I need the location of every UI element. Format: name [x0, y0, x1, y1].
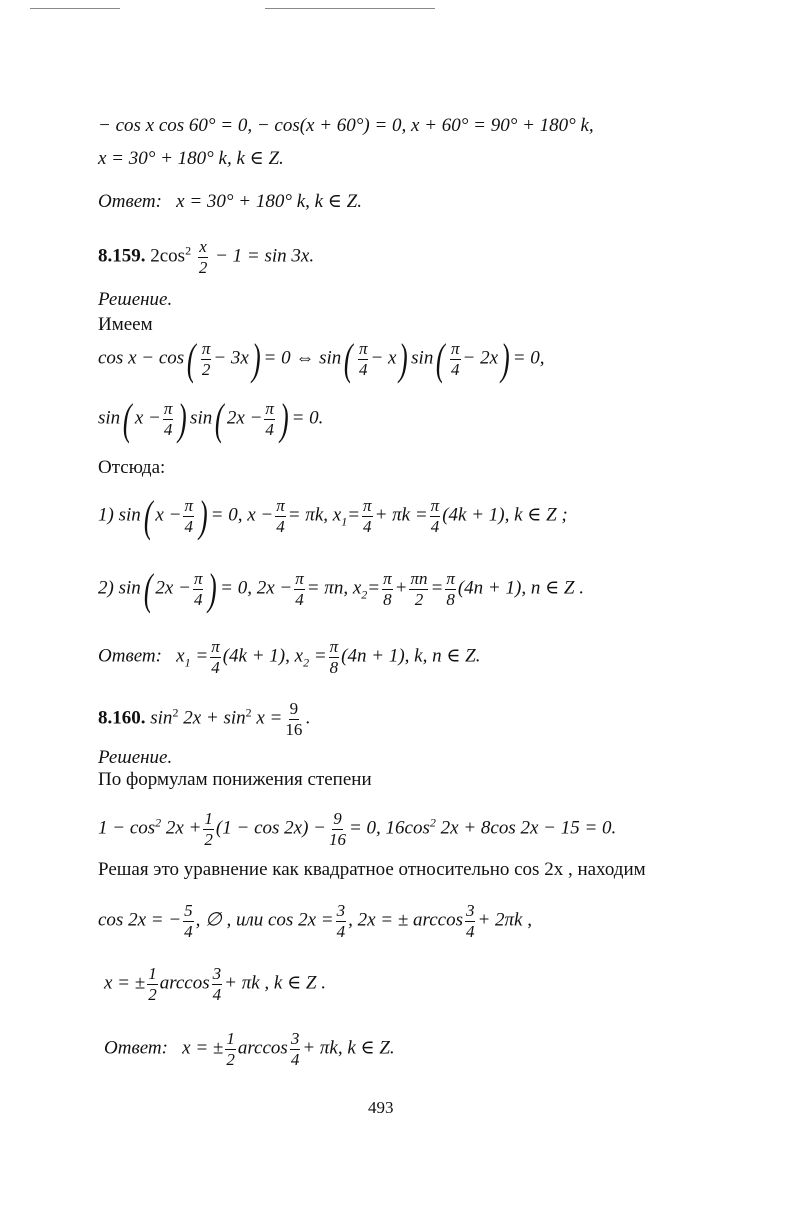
- case-1: 1) sin( x − $\frac{\pi}{4}$ ) = 0, x − $\frac{\pi}{4}$ = πk, $x_1=$ $\frac{\pi}{4}$ + πk = $\frac{\pi}{4}$ (4k + 1), k ∈ Z ;: [98, 491, 568, 541]
- intro-text: По формулам понижения степени: [98, 769, 372, 790]
- equation-line-2: x = 30° + 180° k, k ∈ Z.: [98, 148, 284, 169]
- scan-artifact-line: [30, 8, 120, 9]
- answer-label: Ответ:: [98, 191, 162, 212]
- solution-step-2: cos 2x = − $\frac{5}{4}$ , ∅ , или cos 2x = $\frac{3}{4}$ , 2x = ± arccos $\frac{3}{4}$ + 2πk ,: [98, 901, 532, 941]
- solution-step-2: sin( x − $\frac{\pi}{4}$ ) sin( 2x − $\frac{\pi}{4}$ ) = 0.: [98, 394, 324, 444]
- answer-8-159: Ответ: $x_1$ = $\frac{\pi}{4}$ (4k + 1), $x_2$ = $\frac{\pi}{8}$ (4n + 1), k, n ∈ Z.: [98, 637, 481, 677]
- solution-label: Решение.: [98, 747, 173, 768]
- problem-8-159-statement: [98, 238, 314, 277]
- solution-step-1: $1 - \cos^2 2x$ + $\frac{1}{2}$ (1 − cos 2x) − $\frac{9}{16}$ = 0, $16\cos^2$ 2x + 8cos 2x − 15 = 0.: [98, 809, 617, 849]
- answer-text: x = 30° + 180° k, k ∈ Z.: [176, 191, 362, 212]
- equation-line-1: − cos x cos 60° = 0, − cos(x + 60°) = 0, x + 60° = 90° + 180° k,: [98, 115, 594, 136]
- scan-artifact-line: [265, 8, 435, 9]
- case-2: 2) sin( 2x − $\frac{\pi}{4}$ ) = 0, 2x − $\frac{\pi}{4}$ = πn, $x_2=$ $\frac{\pi}{8}$ + $\frac{\pi n}{2}$ = $\frac{\pi}{8}$ (4n + 1), n ∈ Z .: [98, 564, 584, 614]
- eq-text: 2cos: [150, 245, 186, 267]
- problem-8-160-statement: 8.160. $\sin^2 2x + \sin^2 x$ = $\frac{9}{16}$ .: [98, 699, 311, 739]
- intro-text: Имеем: [98, 314, 153, 335]
- problem-number: 8.159.: [98, 245, 146, 267]
- solution-step-1: cos x − cos( $\frac{\pi}{2}$ − 3x) = 0 ⇔ sin( $\frac{\pi}{4}$ − x) sin( $\frac{\pi}{4}$ − 2x) = 0,: [98, 334, 545, 384]
- eq-text: − 1 = sin 3x.: [215, 245, 315, 267]
- eq-sup: 2: [185, 243, 192, 258]
- answer-line: [98, 192, 362, 211]
- page-number: 493: [368, 1098, 394, 1117]
- solving-text: Решая это уравнение как квадратное относительно cos 2x , находим: [98, 859, 646, 880]
- answer-8-160: Ответ: x = ± $\frac{1}{2}$ arccos $\frac{3}{4}$ + πk, k ∈ Z.: [104, 1029, 395, 1069]
- hence-text: Отсюда:: [98, 457, 166, 478]
- fraction: $\frac{x}{2}$: [198, 237, 208, 277]
- solution-step-3: x = ± $\frac{1}{2}$ arccos $\frac{3}{4}$ + πk , k ∈ Z .: [104, 964, 326, 1004]
- solution-label: Решение.: [98, 289, 173, 310]
